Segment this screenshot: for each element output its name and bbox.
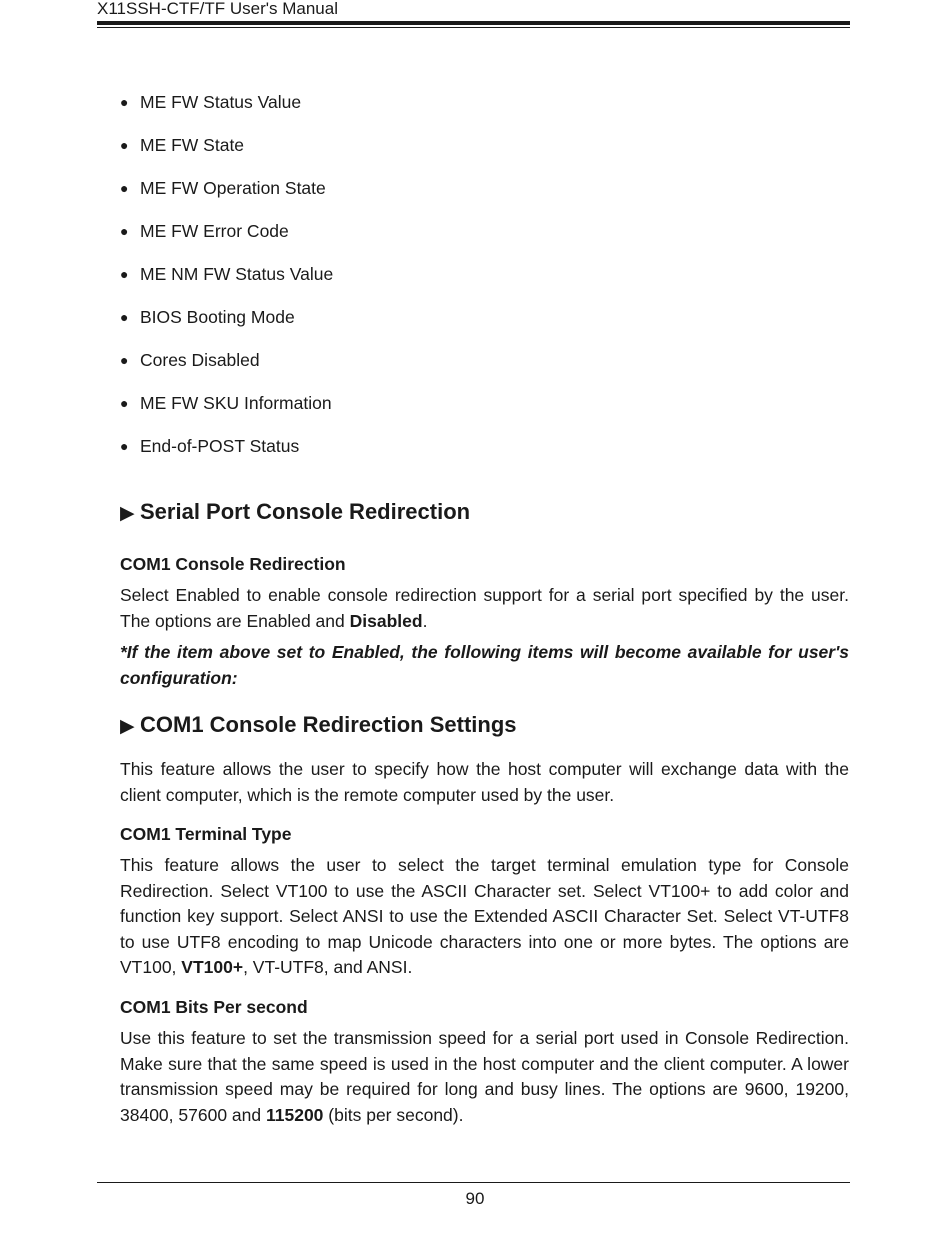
subheading-com1-bits-per-second: COM1 Bits Per second [120,997,308,1017]
bullet-icon: ● [120,223,129,239]
bullet-icon: ● [120,137,129,153]
list-item: ● ME FW State [120,135,245,155]
list-item: ● ME NM FW Status Value [120,264,334,284]
bullet-icon: ● [120,309,129,325]
bullet-icon: ● [120,180,129,196]
list-item: ● Cores Disabled [120,350,260,370]
list-item: ● BIOS Booting Mode [120,307,295,327]
bullet-icon: ● [120,352,129,368]
com1-console-redirection-description: Select Enabled to enable console redirection support for a serial port specified by the user. The options are Enabled and Disabled. [120,585,849,631]
subheading-com1-terminal-type: COM1 Terminal Type [120,824,292,844]
running-header: X11SSH-CTF/TF User's Manual [97,0,338,18]
triangle-right-icon: ▶ [120,503,135,524]
list-item: ● End-of-POST Status [120,436,300,456]
bullet-icon: ● [120,94,129,110]
header-rule-thick [97,21,850,25]
status-bullet-list [120,90,333,477]
list-item: ● ME FW Error Code [120,221,289,241]
bits-per-second-description: Use this feature to set the transmission speed for a serial port used in Console Redirection. Make sure that the same speed is used in the host computer and the client computer. A lower transmission speed may be required for long and busy lines. The options are 9600, 19200, 38400, 57600 and 115200 (bits per second). [120,1028,849,1125]
default-option: 115200 [265,1104,324,1125]
terminal-type-description: This feature allows the user to select the target terminal emulation type for Console Redirection. Select VT100 to use the ASCII Character set. Select VT100+ to add color and function key support. Select ANSI to use the Extended ASCII Character Set. Select VT-UTF8 to use UTF8 encoding to map Unicode characters into one or more bytes. The options are VT100, VT100+, VT-UTF8, and ANSI. [120,855,849,977]
default-option: VT100+ [181,957,244,977]
page-number: 90 [465,1189,485,1208]
section-heading-com1-console-redirection-settings: ▶ COM1 Console Redirection Settings [120,711,517,741]
footer-rule [97,1182,850,1183]
list-item: ● ME FW SKU Information [120,393,332,413]
list-item: ● ME FW Status Value [120,92,302,112]
bullet-icon: ● [120,395,129,411]
bullet-icon: ● [120,438,129,454]
settings-intro: This feature allows the user to specify how the host computer will exchange data with the client computer, which is the remote computer used by the user. [120,759,849,805]
conditional-note: *If the item above set to Enabled, the following items will become available for user's configuration: [120,642,849,688]
list-item: ● ME FW Operation State [120,178,326,198]
default-option: Disabled [349,610,423,631]
header-rule-thin [97,27,850,28]
triangle-right-icon: ▶ [120,716,135,737]
section-heading-serial-port-console-redirection: ▶ Serial Port Console Redirection [120,498,470,528]
bullet-icon: ● [120,266,129,282]
subheading-com1-console-redirection: COM1 Console Redirection [120,554,346,574]
